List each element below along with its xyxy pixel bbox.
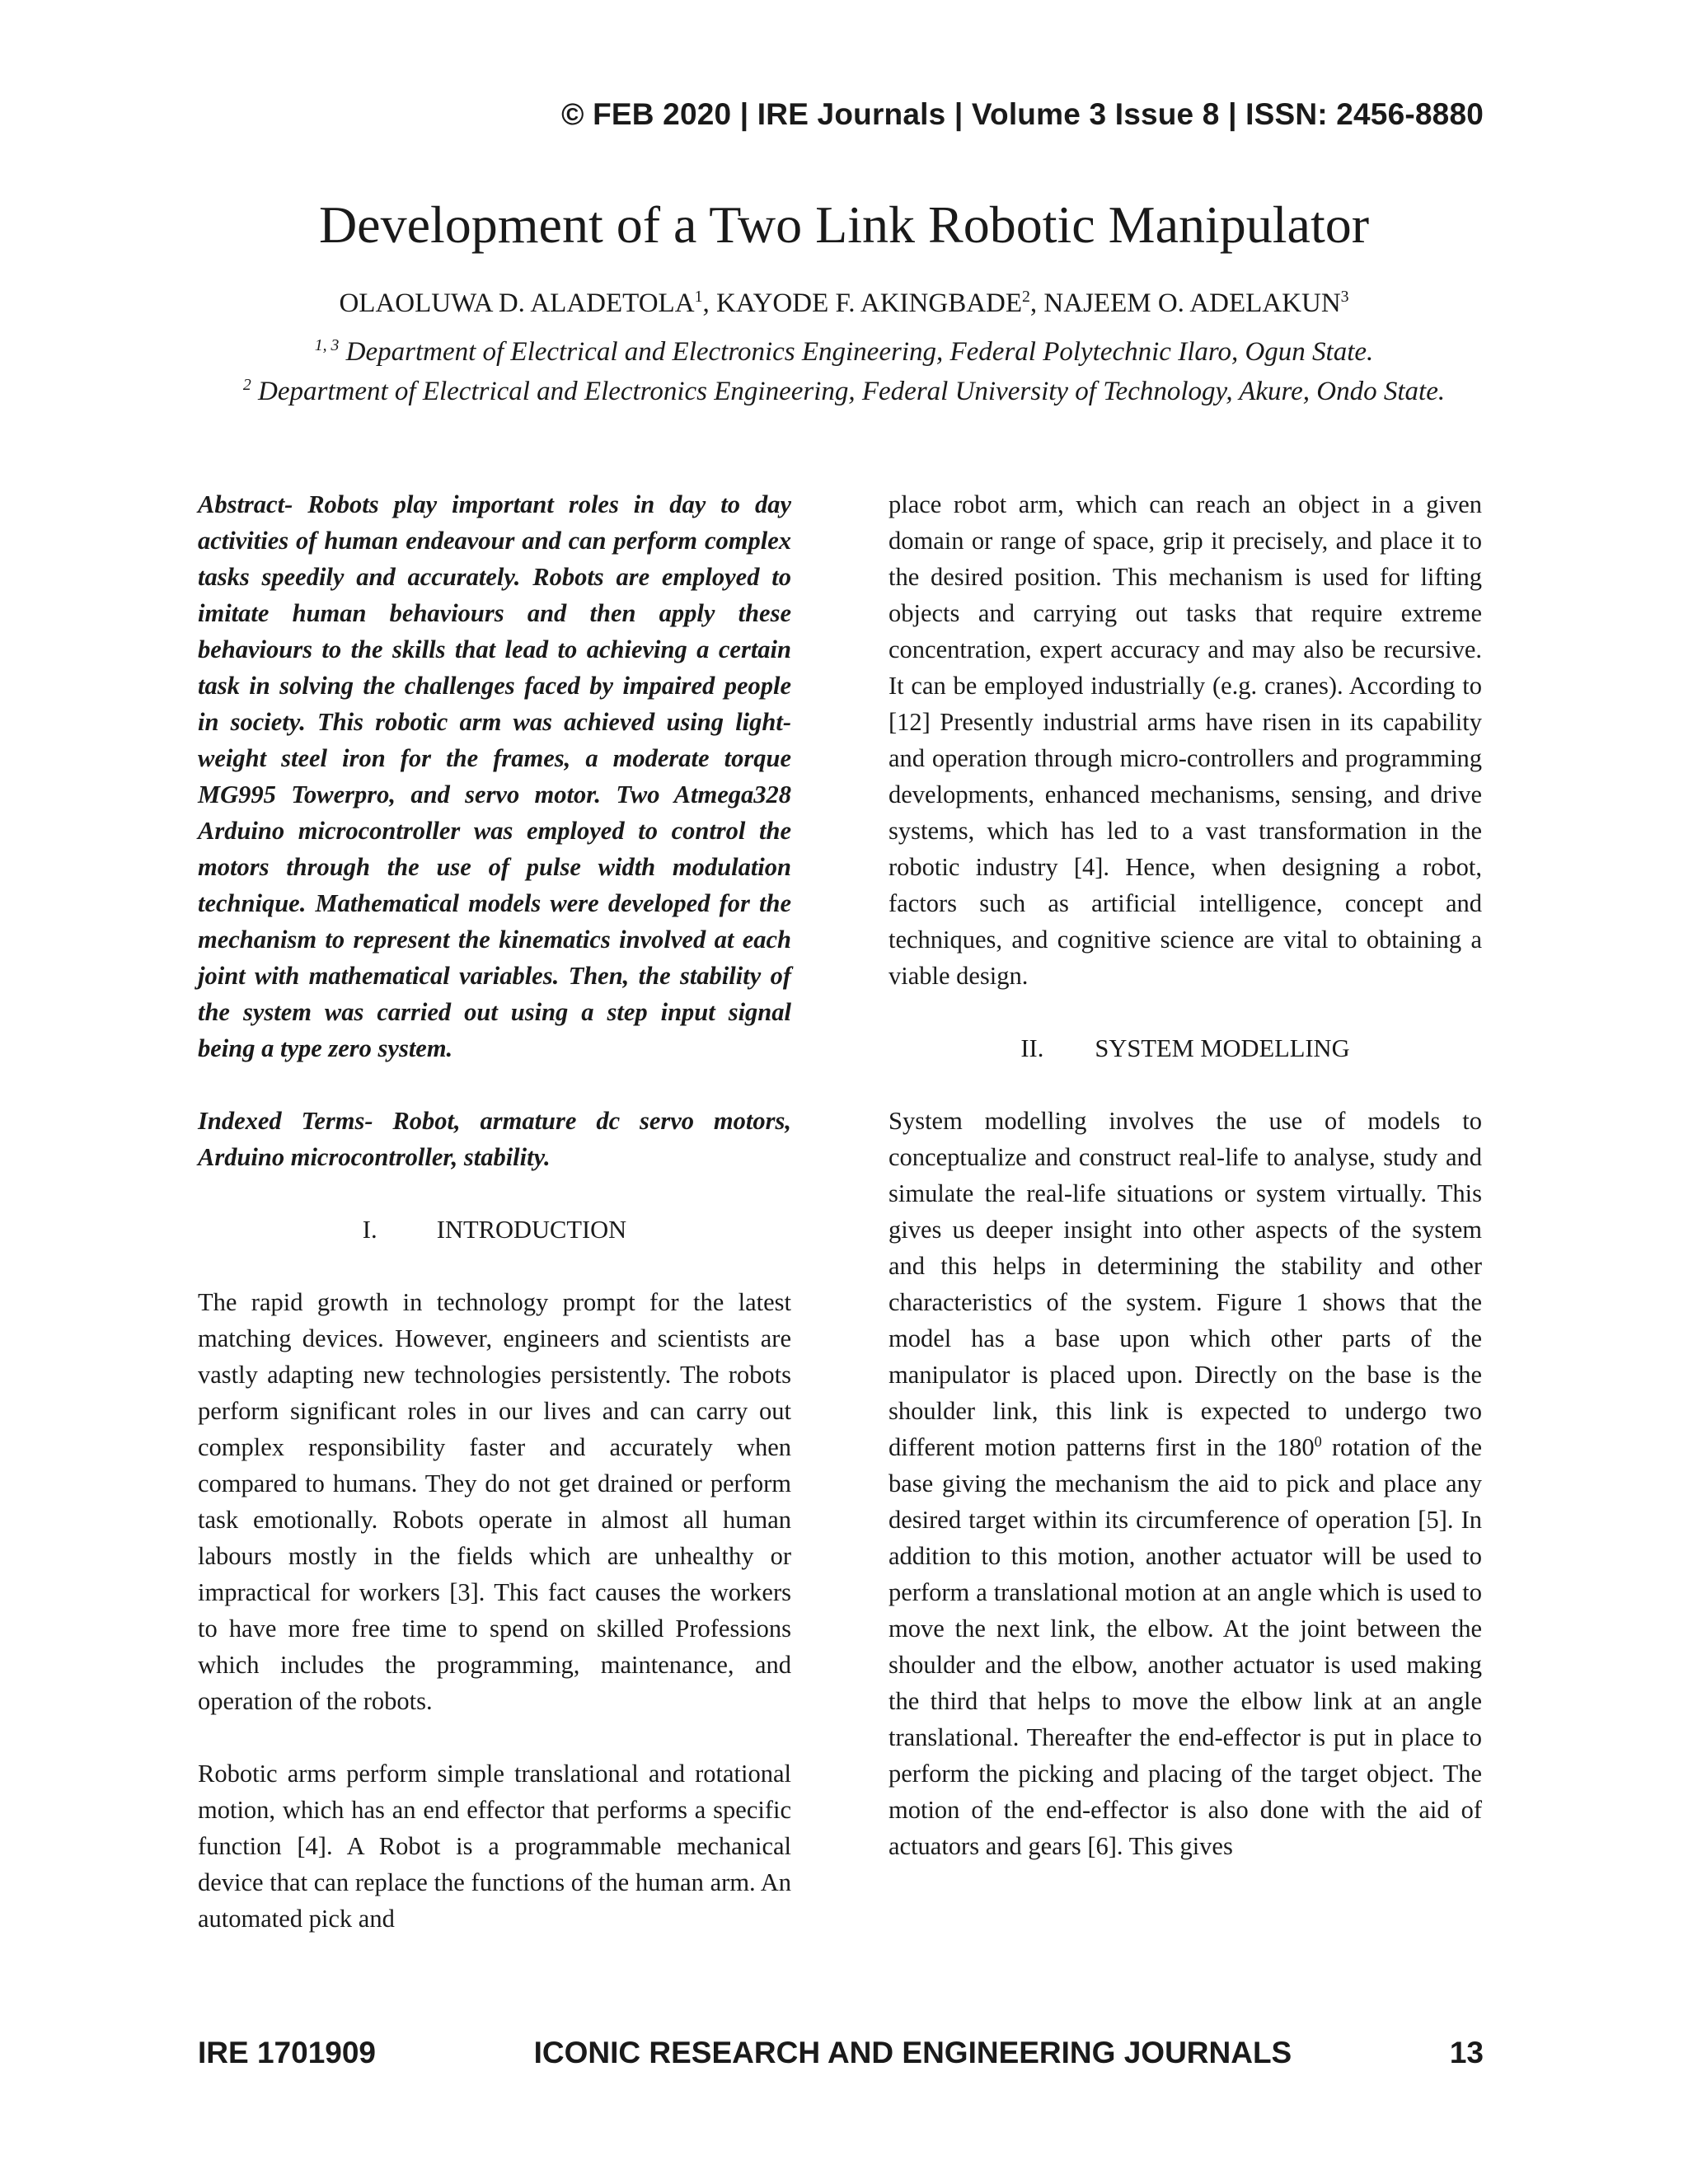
author-affil-mark: 3	[1340, 288, 1349, 306]
author-name: KAYODE F. AKINGBADE	[715, 288, 1023, 318]
author-list	[165, 288, 1523, 319]
author-name: OLAOLUWA D. ALADETOLA	[339, 288, 695, 318]
page-footer	[198, 2036, 1484, 2070]
affiliation-mark: 1, 3	[314, 336, 340, 354]
paragraph-text: System modelling involves the use of models to conceptualize and construct real-life to analyse, study and simulate the real-life situations or system virtually. This gives us deeper insight into other aspects of the system and this helps in determining the stability and other characteristics of the system. Figure 1 shows that the model has a base upon which other parts of the manipulator is placed upon. Directly on the base is the shoulder link, this link is expected to undergo two different motion patterns first in the 180	[889, 1107, 1482, 1461]
degree-superscript: 0	[1314, 1432, 1322, 1450]
section-title: INTRODUCTION	[436, 1216, 627, 1244]
author-name: NAJEEM O. ADELAKUN	[1043, 288, 1341, 318]
journal-header: © FEB 2020 | IRE Journals | Volume 3 Issue 8 | ISSN: 2456-8880	[561, 97, 1484, 131]
author-separator: ,	[1029, 288, 1044, 318]
paragraph	[889, 1103, 1482, 1864]
paragraph: The rapid growth in technology prompt for the latest matching devices. However, engineers and scientists are vastly adapting new technologies persistently. The robots perform significant roles in our lives and can carry out complex responsibility faster and accurately when compared to humans. They do not get drained or perform task emotionally. Robots operate in almost all human labours mostly in the fields which are unhealthy or impractical for workers [3]. This fact causes the workers to have more free time to spend on skilled Professions which includes the programming, maintenance, and operation of the robots.	[198, 1288, 791, 1715]
section-heading-system-modelling	[889, 1030, 1482, 1066]
paragraph: place robot arm, which can reach an object in a given domain or range of space, grip it precisely, and place it to the desired position. This mechanism is used for lifting objects and carrying out tasks that require extreme concentration, expert accuracy and may also be recursive. It can be employed industrially (e.g. cranes). According to [12] Presently industrial arms have risen in its capability and operation through micro-controllers and programming developments, enhanced mechanisms, sensing, and drive systems, which has led to a vast transformation in the robotic industry [4]. Hence, when designing a robot, factors such as artificial intelligence, concept and techniques, and cognitive science are vital to obtaining a viable design.	[889, 490, 1482, 990]
author-affil-mark: 2	[1022, 288, 1030, 306]
author-affil-mark: 1	[694, 288, 703, 306]
index-terms: Indexed Terms- Robot, armature dc servo motors, Arduino microcontroller, stability.	[198, 1107, 791, 1171]
affiliation-text: Department of Electrical and Electronics Engineering, Federal Polytechnic Ilaro, Ogun State.	[339, 337, 1374, 367]
affiliation	[190, 333, 1498, 371]
section-heading-introduction	[198, 1212, 791, 1248]
paragraph-text: rotation of the base giving the mechanism the aid to pick and place any desired target within its circumference of operation [5]. In addition to this motion, another actuator will be used to perform a translational motion at an angle which is used to move the next link, the elbow. At the joint between the shoulder and the elbow, another actuator is used making the third that helps to move the elbow link at an angle translational. Thereafter the end-effector is put in place to perform the picking and placing of the target object. The motion of the end-effector is also done with the aid of actuators and gears [6]. This gives	[889, 1433, 1482, 1860]
affiliation-text: Department of Electrical and Electronics Engineering, Federal University of Technology, Akure, Ondo State.	[251, 377, 1446, 406]
right-column	[889, 486, 1482, 1864]
section-title: SYSTEM MODELLING	[1095, 1034, 1350, 1062]
footer-journal-name: ICONIC RESEARCH AND ENGINEERING JOURNALS	[533, 2036, 1292, 2069]
footer-paper-id: IRE 1701909	[198, 2036, 377, 2069]
paragraph: Robotic arms perform simple translational and rotational motion, which has an end effector that performs a specific function [4]. A Robot is a programmable mechanical device that can replace the functions of the human arm. An automated pick and	[198, 1760, 791, 1933]
abstract: Abstract- Robots play important roles in day to day activities of human endeavour and can perform complex tasks speedily and accurately. Robots are employed to imitate human behaviours and then apply these behaviours to the skills that lead to achieving a certain task in solving the challenges faced by impaired people in society. This robotic arm was achieved using light-weight steel iron for the frames, a moderate torque MG995 Towerpro, and servo motor. Two Atmega328 Arduino microcontroller was employed to control the motors through the use of pulse width modulation technique. Mathematical models were developed for the mechanism to represent the kinematics involved at each joint with mathematical variables. Then, the stability of the system was carried out using a step input signal being a type zero system.	[198, 490, 791, 1062]
author-separator: ,	[702, 288, 716, 318]
left-column	[198, 486, 791, 1937]
paper-title: Development of a Two Link Robotic Manipulator	[318, 195, 1370, 254]
affiliation	[190, 373, 1498, 410]
section-number: I.	[362, 1216, 377, 1244]
page-number: 13	[1449, 2036, 1484, 2069]
affiliation-mark: 2	[242, 376, 251, 394]
section-number: II.	[1020, 1034, 1044, 1062]
